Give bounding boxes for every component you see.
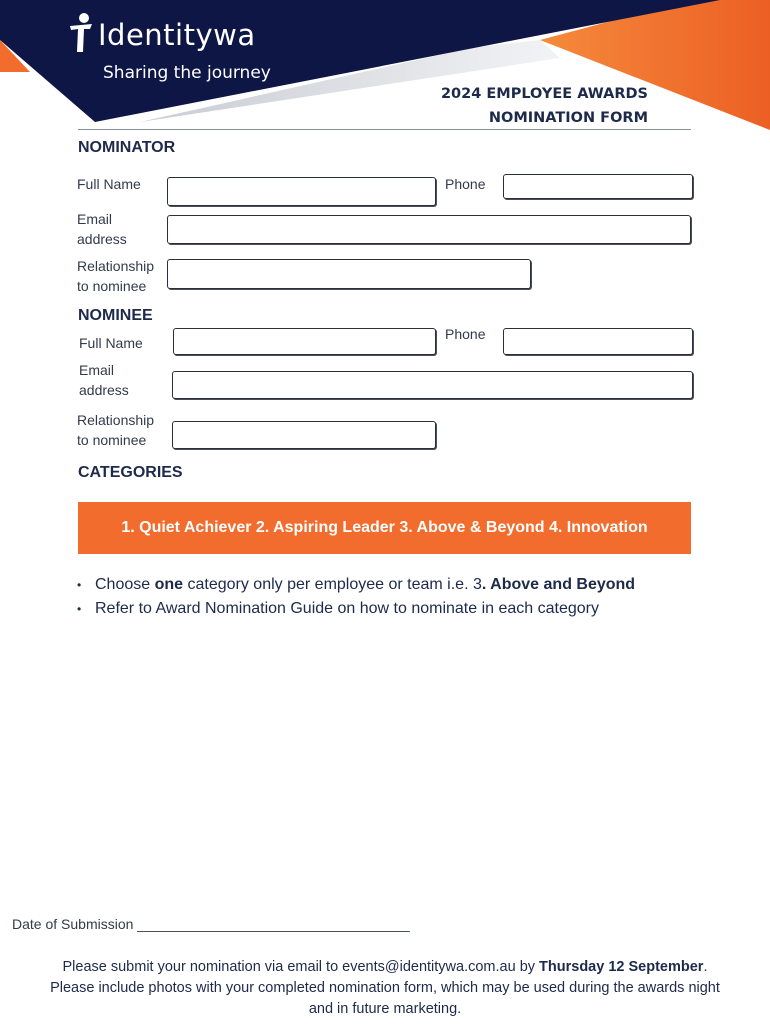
logo-figure-icon bbox=[66, 12, 96, 54]
submission-line2: Please include photos with your completed nomination form, which may be used during the awards night bbox=[50, 980, 720, 996]
instruction-emphasis: one bbox=[154, 576, 184, 593]
submission-line1 bbox=[0, 957, 770, 978]
date-of-submission: Date of Submission ___________________________________ bbox=[12, 916, 410, 932]
title-divider bbox=[78, 129, 691, 130]
submission-text: . bbox=[703, 959, 708, 975]
instruction-text: Choose bbox=[95, 576, 155, 593]
form-title-line1: 2024 EMPLOYEE AWARDS bbox=[440, 86, 648, 102]
nominee-relationship-input[interactable] bbox=[172, 421, 436, 449]
nominee-phone-label: Phone bbox=[445, 326, 486, 342]
logo-wordmark: Identitywa bbox=[98, 18, 256, 52]
nominator-heading: NOMINATOR bbox=[78, 139, 176, 156]
nominator-full-name-label: Full Name bbox=[77, 176, 141, 192]
instruction-item bbox=[76, 573, 635, 597]
nominator-relationship-label-line2: to nominee bbox=[77, 278, 147, 294]
nominator-email-label-line1: Email bbox=[77, 211, 113, 227]
instruction-text: category only per employee or team i.e. 3 bbox=[183, 576, 482, 593]
categories-banner: 1. Quiet Achiever 2. Aspiring Leader 3. Above & Beyond 4. Innovation bbox=[78, 502, 691, 554]
nominee-email-label bbox=[79, 360, 129, 400]
nominator-email-input[interactable] bbox=[167, 215, 691, 244]
nominee-relationship-label-line2: to nominee bbox=[77, 432, 147, 448]
nominee-relationship-label bbox=[77, 410, 154, 450]
submission-instructions bbox=[0, 957, 770, 1020]
submission-text: Please submit your nomination via email to events@identitywa.com.au by bbox=[62, 959, 540, 975]
nominee-phone-input[interactable] bbox=[503, 328, 693, 355]
form-title bbox=[441, 82, 648, 130]
nominee-full-name-input[interactable] bbox=[173, 328, 436, 355]
nominator-full-name-input[interactable] bbox=[167, 177, 436, 206]
nominee-relationship-label-line1: Relationship bbox=[77, 412, 155, 428]
submission-deadline: Thursday 12 September bbox=[539, 959, 704, 975]
nominator-relationship-input[interactable] bbox=[167, 259, 531, 289]
logo-tagline: Sharing the journey bbox=[103, 63, 271, 83]
nominator-phone-input[interactable] bbox=[503, 174, 693, 199]
submission-line3: and in future marketing. bbox=[308, 1001, 462, 1017]
nominator-email-label bbox=[77, 209, 127, 249]
nominee-full-name-label: Full Name bbox=[79, 335, 143, 351]
nominator-phone-label: Phone bbox=[445, 176, 486, 192]
nominee-email-label-line1: Email bbox=[79, 362, 115, 378]
nominator-relationship-label-line1: Relationship bbox=[77, 258, 155, 274]
nominee-email-input[interactable] bbox=[172, 371, 693, 399]
instructions-list bbox=[76, 573, 635, 621]
categories-heading: CATEGORIES bbox=[78, 464, 183, 481]
form-title-line2: NOMINATION FORM bbox=[488, 110, 648, 126]
nominator-relationship-label bbox=[77, 256, 154, 296]
nominator-email-label-line2: address bbox=[77, 231, 127, 247]
instruction-item: • Refer to Award Nomination Guide on how to nominate in each category bbox=[76, 597, 635, 621]
nominee-email-label-line2: address bbox=[79, 382, 129, 398]
instruction-emphasis: . Above and Beyond bbox=[481, 576, 636, 593]
nominee-heading: NOMINEE bbox=[78, 307, 153, 324]
